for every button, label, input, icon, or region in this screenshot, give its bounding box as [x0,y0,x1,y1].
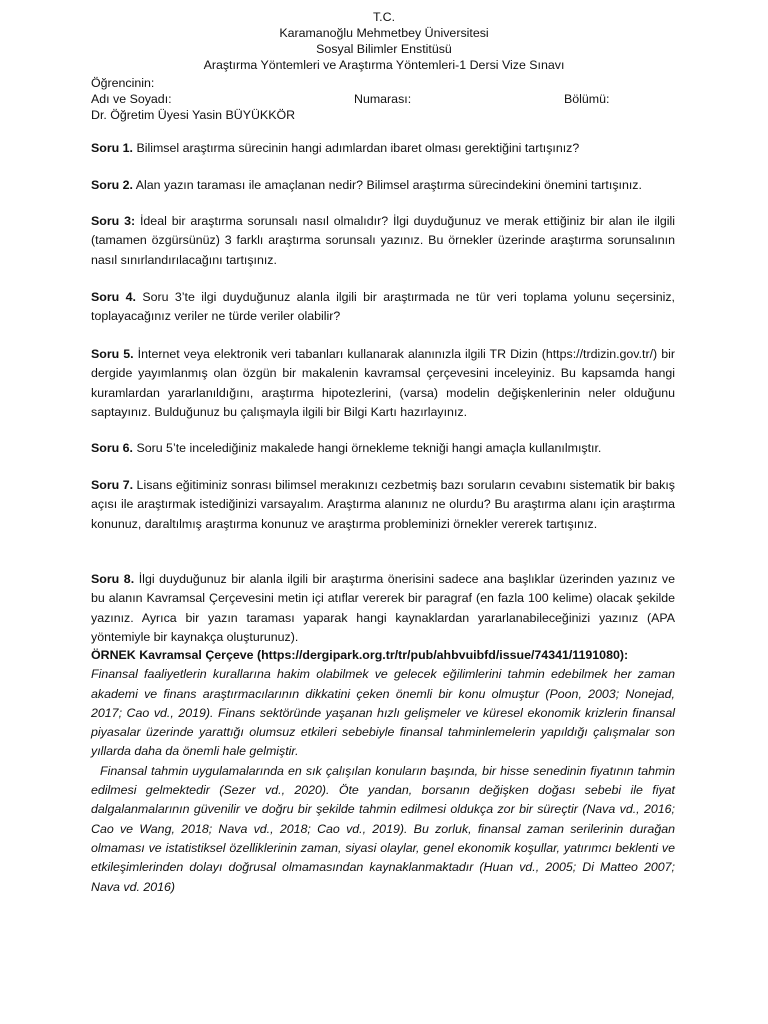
question-6 [91,439,675,458]
header-university: Karamanoğlu Mehmetbey Üniversitesi [279,26,489,40]
number-label: Numarası: [354,92,412,106]
question-text: İdeal bir araştırma sorunsalı nasıl olmalıdır? İlgi duyduğunuz ve merak ettiğiniz bir alan ile ilgili (tamamen özgürsünüz) 3 farklı araştırma sorunsalı yazınız. Bu örnekler üzerinde araştırma sorunsalının nasıl sınırlandırılacağını tartışınız. [91,214,675,267]
question-label: Soru 5. [91,347,134,361]
question-label: Soru 7. [91,478,134,492]
question-label: Soru 8. [91,572,135,586]
question-text: Lisans eğitiminiz sonrası bilimsel merakınızı cezbetmiş bazı soruların cevabını sistematik bir bakış açısı ile araştırmak istediğinizi varsayalım. Araştırma alanınız ne olurdu? Bu araştırma alanı için araştırma konunuz, daraltılmış araştırma konunuz ve araştırma probleminizi örnekler vererek tartışınız. [91,478,676,531]
student-info [91,75,691,123]
header-institute: Sosyal Bilimler Enstitüsü [316,42,452,56]
question-label: Soru 6. [91,441,133,455]
question-8 [91,570,675,647]
example-paragraph-1: Finansal faaliyetlerin kurallarına hakim olabilmek ve gelecek eğilimlerini tahmin edebilmek her zaman akademi ve finans araştırmacılarının dikkatini çeken önemli bir konu olmuştur (Poon, 2003; Nonejad, 2017; Cao vd., 2019). Finans sektöründe yaşanan hızlı gelişmeler ve küresel ekonomik krizlerin finansal piyasalar üzerinde yarattığı olumsuz etkileri sebebiyle finansal tahminlemelerin yapıldığı çalışmalar son yıllarda daha da önemli hale gelmiştir. [91,667,675,759]
question-text: İnternet veya elektronik veri tabanları kullanarak alanınızla ilgili TR Dizin (https://trdizin.gov.tr/) bir dergide yayımlanmış olan özgün bir makalenin kavramsal çerçevesini inceleyiniz. Bu kapsamda hangi kuramlardan yararlanıldığını, araştırma hipotezlerini, (varsa) modelin değişkenlerinin neler olduğunu saptayınız. Bulduğunuz bu çalışmayla ilgili bir Bilgi Kartı hazırlayınız. [91,347,675,419]
name-label: Adı ve Soyadı: [91,92,172,106]
question-label: Soru 3: [91,214,136,228]
example-title: ÖRNEK Kavramsal Çerçeve (https://dergipark.org.tr/tr/pub/ahbvuibfd/issue/74341/1191080): [91,648,629,662]
question-4 [91,288,675,327]
question-label: Soru 1. [91,141,133,155]
instructor-name: Dr. Öğretim Üyesi Yasin BÜYÜKKÖR [91,108,296,122]
question-3 [91,212,675,270]
question-2 [91,176,675,195]
question-text: Soru 5’te incelediğiniz makalede hangi örnekleme tekniği hangi amaçla kullanılmıştır. [133,441,602,455]
question-label: Soru 4. [91,290,136,304]
question-1 [91,139,675,158]
example-conceptual-framework [91,646,675,897]
question-5 [91,345,675,422]
question-text: Bilimsel araştırma sürecinin hangi adımlardan ibaret olması gerektiğini tartışınız? [133,141,580,155]
department-label: Bölümü: [564,92,610,106]
document-header [0,9,768,73]
question-text: Alan yazın taraması ile amaçlanan nedir? Bilimsel araştırma sürecindekini önemini tartışınız. [133,178,642,192]
question-label: Soru 2. [91,178,133,192]
question-text: İlgi duyduğunuz bir alanla ilgili bir araştırma önerisini sadece ana başlıklar üzerinden yazınız ve bu alanın Kavramsal Çerçevesini metin içi atıflar vererek bir paragraf (en fazla 100 kelime) olacak şekilde yazınız. Ayrıca bir yazın taraması yaparak hangi kaynaklardan yararlanabileceğinizi yazınız (APA yöntemiyle bir kaynakça oluşturunuz). [91,572,676,644]
question-text: Soru 3’te ilgi duyduğunuz alanla ilgili bir araştırmada ne tür veri toplama yolunu seçersiniz, toplayacağınız veriler ne türde veriler olabilir? [91,290,675,324]
header-tc: T.C. [372,10,396,24]
question-7 [91,476,675,534]
example-paragraph-2: Finansal tahmin uygulamalarında en sık çalışılan konuların başında, bir hisse senedinin fiyatının tahmin edilmesi gelmektedir (Sezer vd., 2020). Öte yandan, borsanın değişken doğası sebebi ile fiyat dalgalanmalarının güvenilir ve doğru bir şekilde tahmin edilmesi oldukça zor bir süreçtir (Nava vd., 2016; Cao ve Wang, 2018; Nava vd., 2018; Cao vd., 2019). Bu zorluk, finansal zaman serilerinin durağan olmaması ve istatistiksel özelliklerinin zaman, siyasi olaylar, genel ekonomik koşullar, yatırımcı beklenti ve etkileşimlerinden dolayı doğrusal olmamasından kaynaklanmaktadır (Huan vd., 2005; Di Matteo 2007; Nava vd. 2016) [91,763,675,894]
student-heading: Öğrencinin: [91,76,155,90]
header-exam-title: Araştırma Yöntemleri ve Araştırma Yöntemleri-1 Dersi Vize Sınavı [203,58,565,72]
